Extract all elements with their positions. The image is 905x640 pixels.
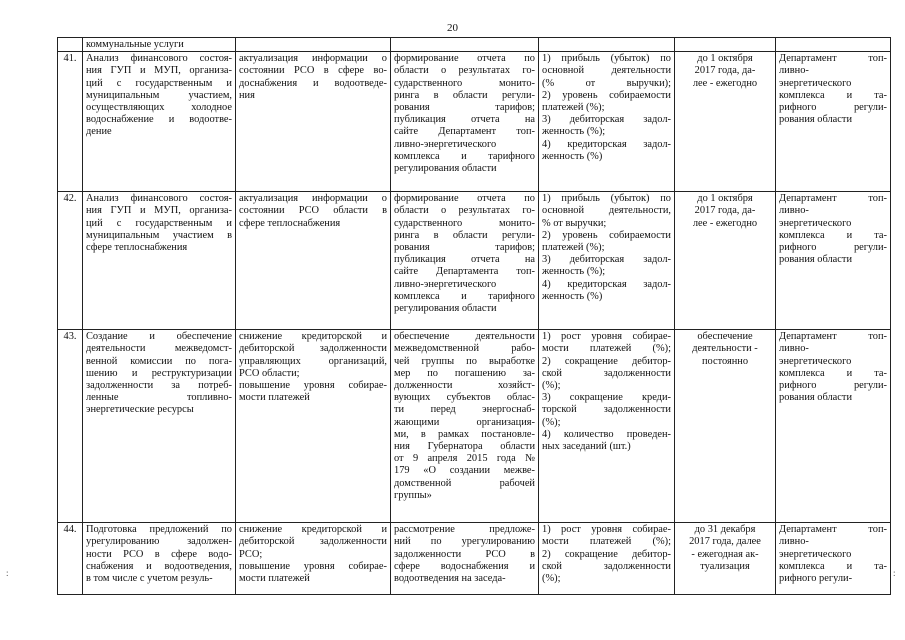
cell-line: управляющих организаций, bbox=[239, 355, 387, 367]
measure-deadline bbox=[675, 192, 776, 330]
cell-line: мости платежей bbox=[239, 573, 310, 585]
cell-line: Департамент топ- bbox=[779, 524, 887, 536]
cell-line: 4) кредиторская задол- bbox=[542, 138, 671, 150]
cell-line: ния bbox=[239, 89, 255, 101]
measure-result bbox=[391, 52, 539, 192]
cell-line: Создание и обеспечение bbox=[86, 331, 232, 343]
cell-line: ния Губернатора области bbox=[394, 441, 535, 453]
cell-line: (% от выручки); bbox=[542, 77, 671, 89]
cell-line: ливно- bbox=[779, 343, 809, 355]
cell-line: 3) дебиторская задол- bbox=[542, 114, 671, 126]
cell-line: рифного регули- bbox=[779, 380, 887, 392]
cell-line: рования тарифов; bbox=[394, 102, 535, 114]
measure-result bbox=[391, 523, 539, 595]
cell-line: платежей (%); bbox=[542, 102, 605, 114]
cell-line: актуализация информации о bbox=[239, 53, 387, 65]
cell-line: ринга в области регули- bbox=[394, 229, 535, 241]
page-number: 20 bbox=[447, 22, 458, 34]
measure-name bbox=[83, 192, 236, 330]
cell-line: 2) сокращение дебитор- bbox=[542, 355, 671, 367]
cell-line: Подготовка предложений по bbox=[86, 524, 232, 536]
measure-responsible bbox=[776, 52, 891, 192]
cell-line: 1) прибыль (убыток) по bbox=[542, 53, 671, 65]
cell-line: регулирования области bbox=[394, 303, 497, 315]
measure-responsible bbox=[776, 192, 891, 330]
cell-line: ций с государственным и bbox=[86, 217, 232, 229]
cell-line: комплекса и та- bbox=[779, 560, 887, 572]
cell-line: % от выручки; bbox=[542, 217, 607, 229]
cell-line: формирование отчета по bbox=[394, 53, 535, 65]
cell-line: (%); bbox=[542, 380, 561, 392]
cell-line: вующих субъектов облас- bbox=[394, 392, 535, 404]
cell-line: комплекса и та- bbox=[779, 89, 887, 101]
cell-line: сударственного монито- bbox=[394, 217, 535, 229]
cell-line: Департамент топ- bbox=[779, 53, 887, 65]
cell-line: 2017 года, да- bbox=[694, 65, 756, 77]
cell-line: муниципальным участием в bbox=[86, 229, 232, 241]
cell-line: ринга в области регули- bbox=[394, 89, 535, 101]
measure-goal bbox=[236, 52, 391, 192]
cell-line: деятельности межведомст- bbox=[86, 343, 232, 355]
cell-line: ливно-энергетического bbox=[394, 138, 497, 150]
measure-name bbox=[83, 330, 236, 523]
cell-line: рования области bbox=[779, 254, 853, 266]
cell-line: задолженности за потреб- bbox=[86, 380, 232, 392]
cell-line: комплекса и тарифного bbox=[394, 150, 535, 162]
cell-line: снижение кредиторской и bbox=[239, 331, 387, 343]
cell-line: энергетического bbox=[779, 77, 852, 89]
table-row bbox=[58, 52, 891, 192]
cell-line: до 31 декабря bbox=[694, 524, 756, 536]
cell-line: энергетического bbox=[779, 355, 852, 367]
cell-line: сайте Департамент топ- bbox=[394, 126, 535, 138]
cell-line: мости платежей bbox=[239, 392, 310, 404]
left-margin-mark: : bbox=[6, 568, 9, 578]
cell-continuation-text: коммунальные услуги bbox=[83, 38, 236, 52]
cell-line: снабжения и водоотведения, bbox=[86, 560, 232, 572]
measure-result bbox=[391, 192, 539, 330]
cell-line: 4) кредиторская задол- bbox=[542, 278, 671, 290]
measure-indicators bbox=[539, 523, 675, 595]
cell-line: ных заседаний (шт.) bbox=[542, 441, 631, 453]
cell-line: шению и реструктуризации bbox=[86, 367, 232, 379]
cell-line: мости платежей (%); bbox=[542, 536, 671, 548]
measure-goal bbox=[236, 192, 391, 330]
cell-line: 1) рост уровня собирае- bbox=[542, 524, 671, 536]
cell-line: межведомственной рабо- bbox=[394, 343, 535, 355]
cell-line: (%); bbox=[542, 573, 561, 585]
cell-line: ций с государственным и bbox=[86, 77, 232, 89]
measure-responsible bbox=[776, 330, 891, 523]
cell-line: жающими организация- bbox=[394, 416, 535, 428]
measure-name bbox=[83, 523, 236, 595]
cell-line: рования области bbox=[779, 114, 853, 126]
measure-deadline bbox=[675, 52, 776, 192]
cell-line: регулирования области bbox=[394, 163, 497, 175]
cell-line: доснабжения и водоотведе- bbox=[239, 77, 387, 89]
cell-line: ния ГУП и МУП, организа- bbox=[86, 65, 232, 77]
table-row bbox=[58, 523, 891, 595]
right-margin-mark: : bbox=[893, 568, 896, 578]
cell-line: долженности хозяйст- bbox=[394, 380, 535, 392]
cell-line: деятельности - bbox=[692, 343, 758, 355]
cell-line: от 9 апреля 2015 года № bbox=[394, 453, 535, 465]
cell-line: комплекса и тарифного bbox=[394, 290, 535, 302]
cell-line: группы» bbox=[394, 489, 432, 501]
cell-line: 2017 года, далее bbox=[689, 536, 761, 548]
cell-line: водоснабжение и водоотве- bbox=[86, 114, 232, 126]
cell-line: состоянии РСО в сфере во- bbox=[239, 65, 387, 77]
cell-line: сфере теплоснабжения bbox=[86, 242, 188, 254]
cell-line: области о результатах го- bbox=[394, 65, 535, 77]
table-row bbox=[58, 192, 891, 330]
cell-line: Анализ финансового состоя- bbox=[86, 193, 232, 205]
table-row-continuation bbox=[58, 38, 891, 52]
measure-indicators bbox=[539, 330, 675, 523]
cell-line: основной деятельности, bbox=[542, 205, 671, 217]
cell-line: дебиторской задолженности bbox=[239, 536, 387, 548]
table-row bbox=[58, 330, 891, 523]
cell-line: РСО области; bbox=[239, 367, 300, 379]
cell-line: 1) рост уровня собирае- bbox=[542, 331, 671, 343]
cell-line: энергетического bbox=[779, 217, 852, 229]
cell-line: дебиторской задолженности bbox=[239, 343, 387, 355]
measure-goal bbox=[236, 330, 391, 523]
cell-line: женность (%); bbox=[542, 126, 606, 138]
measure-indicators bbox=[539, 52, 675, 192]
cell-line: энергетические ресурсы bbox=[86, 404, 194, 416]
cell-line: рассмотрение предложе- bbox=[394, 524, 535, 536]
cell-line: ливно- bbox=[779, 536, 809, 548]
cell-line: РСО; bbox=[239, 548, 263, 560]
cell-line: формирование отчета по bbox=[394, 193, 535, 205]
measure-goal bbox=[236, 523, 391, 595]
row-number: 44. bbox=[58, 523, 83, 595]
cell-line: Департамент топ- bbox=[779, 331, 887, 343]
cell-line: повышение уровня собирае- bbox=[239, 380, 387, 392]
cell-line: до 1 октября bbox=[697, 193, 753, 205]
cell-line: публикация отчета на bbox=[394, 254, 535, 266]
cell-line: ти перед энергоснаб- bbox=[394, 404, 535, 416]
cell-line: платежей (%); bbox=[542, 242, 605, 254]
cell-line: - ежегодная ак- bbox=[691, 548, 759, 560]
cell-line: основной деятельности bbox=[542, 65, 671, 77]
measure-name bbox=[83, 52, 236, 192]
cell-line: 2) сокращение дебитор- bbox=[542, 548, 671, 560]
cell-line: обеспечение bbox=[697, 331, 753, 343]
cell-line: повышение уровня собирае- bbox=[239, 560, 387, 572]
cell-line: лее - ежегодно bbox=[692, 217, 758, 229]
cell-line: обеспечение деятельности bbox=[394, 331, 535, 343]
cell-line: состоянии РСО области в bbox=[239, 205, 387, 217]
cell-line: водоотведения на заседа- bbox=[394, 573, 506, 585]
row-number: 41. bbox=[58, 52, 83, 192]
cell-line: рифного регули- bbox=[779, 102, 887, 114]
cell-line: постоянно bbox=[701, 355, 749, 367]
cell-line: актуализация информации о bbox=[239, 193, 387, 205]
cell-line: 2) уровень собираемости bbox=[542, 229, 671, 241]
row-number: 43. bbox=[58, 330, 83, 523]
cell-line: чей группы по выработке bbox=[394, 355, 535, 367]
cell-line: ской задолженности bbox=[542, 560, 671, 572]
cell-line: рифного регули- bbox=[779, 573, 853, 585]
cell-line: 2017 года, да- bbox=[694, 205, 756, 217]
measure-deadline bbox=[675, 330, 776, 523]
cell-line: 179 «О создании межве- bbox=[394, 465, 535, 477]
cell-line: комплекса и та- bbox=[779, 367, 887, 379]
cell-line: публикация отчета на bbox=[394, 114, 535, 126]
cell-line: ми, в рамках постановле- bbox=[394, 428, 535, 440]
cell-line: женность (%) bbox=[542, 150, 603, 162]
cell-line: ний по урегулированию bbox=[394, 536, 535, 548]
cell-line: 3) дебиторская задол- bbox=[542, 254, 671, 266]
measures-table bbox=[57, 37, 891, 595]
cell-line: ливно- bbox=[779, 205, 809, 217]
cell-line: дение bbox=[86, 126, 112, 138]
cell-line: рования области bbox=[779, 392, 853, 404]
cell-line: рования тарифов; bbox=[394, 242, 535, 254]
cell-line: рифного регули- bbox=[779, 242, 887, 254]
cell-line: ния ГУП и МУП, организа- bbox=[86, 205, 232, 217]
measure-deadline bbox=[675, 523, 776, 595]
cell-line: мости платежей (%); bbox=[542, 343, 671, 355]
cell-line: ленные топливно- bbox=[86, 392, 232, 404]
cell-line: 4) количество проведен- bbox=[542, 428, 671, 440]
cell-line: сайте Департамента топ- bbox=[394, 266, 535, 278]
cell-line: 2) уровень собираемости bbox=[542, 89, 671, 101]
cell-line: задолженности РСО в bbox=[394, 548, 535, 560]
cell-line: муниципальным участием, bbox=[86, 89, 232, 101]
row-number: 42. bbox=[58, 192, 83, 330]
cell-line: урегулированию задолжен- bbox=[86, 536, 232, 548]
cell-line: снижение кредиторской и bbox=[239, 524, 387, 536]
measure-responsible bbox=[776, 523, 891, 595]
measure-indicators bbox=[539, 192, 675, 330]
cell-line: области о результатах го- bbox=[394, 205, 535, 217]
cell-line: торской задолженности bbox=[542, 404, 671, 416]
cell-line: женность (%) bbox=[542, 290, 603, 302]
cell-line: мер по погашению за- bbox=[394, 367, 535, 379]
cell-line: сфере теплоснабжения bbox=[239, 217, 341, 229]
cell-line: туализация bbox=[700, 560, 750, 572]
cell-line: комплекса и та- bbox=[779, 229, 887, 241]
cell-line: домственной рабочей bbox=[394, 477, 535, 489]
cell-line: в том числе с учетом резуль- bbox=[86, 573, 213, 585]
cell-line: женность (%); bbox=[542, 266, 606, 278]
cell-line: ливно-энергетического bbox=[394, 278, 497, 290]
cell-line: венной комиссии по пога- bbox=[86, 355, 232, 367]
cell-line: Анализ финансового состоя- bbox=[86, 53, 232, 65]
cell-line: лее - ежегодно bbox=[692, 77, 758, 89]
cell-line: Департамент топ- bbox=[779, 193, 887, 205]
cell-num bbox=[58, 38, 83, 52]
cell-line: сфере водоснабжения и bbox=[394, 560, 535, 572]
cell-line: энергетического bbox=[779, 548, 852, 560]
cell-line: ливно- bbox=[779, 65, 809, 77]
measure-result bbox=[391, 330, 539, 523]
cell-line: 3) сокращение креди- bbox=[542, 392, 671, 404]
cell-line: ской задолженности bbox=[542, 367, 671, 379]
cell-line: (%); bbox=[542, 416, 561, 428]
cell-line: осуществляющих холодное bbox=[86, 102, 232, 114]
cell-line: ности РСО в сфере водо- bbox=[86, 548, 232, 560]
cell-line: сударственного монито- bbox=[394, 77, 535, 89]
cell-line: 1) прибыль (убыток) по bbox=[542, 193, 671, 205]
cell-line: до 1 октября bbox=[697, 53, 753, 65]
